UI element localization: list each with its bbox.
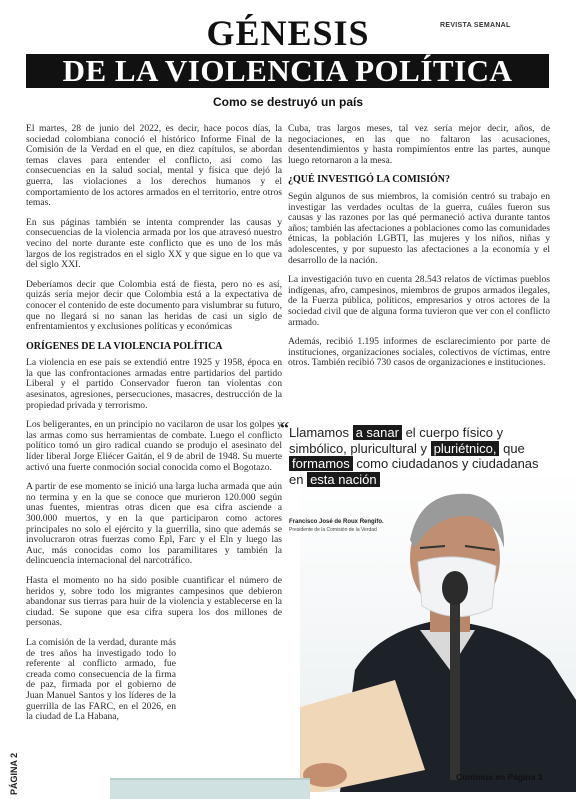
section-heading: ORÍGENES DE LA VIOLENCIA POLÍTICA (26, 340, 223, 352)
paragraph: Deberíamos decir que Colombia está de fiesta, pero no es así, quizás sería mejor decir que Colombia está a la expectativa de conocer el contenido de este documento para vislumbrar su futuro, que no llegará si no sanan las heridas de casi un siglo de enfrentamientos y exclusiones políticas y económicas (26, 278, 282, 333)
paragraph: Cuba, tras largos meses, tal vez sería mejor decir, años, de negociaciones, en las que no faltaron las acusaciones, desentendimientos y hasta rompimientos entre las partes, aunque luego retornaron a la mesa. (288, 123, 550, 166)
page-number: PÁGINA 2 (9, 752, 19, 795)
quote-text: que (499, 440, 525, 456)
paragraph: La investigación tuvo en cuenta 28.543 relatos de víctimas pueblos indígenas, afro, campesinos, miembros de grupos armados ilegales, de la Fuerza pública, políticos, empresarios y otros actores de la sociedad civil que de alguna forma tuvieron que ver con el conflicto armado. (288, 274, 550, 328)
paragraph: Además, recibió 1.195 informes de esclarecimiento por parte de instituciones, organizaciones sociales, colectivos de víctimas, entre otros. También recibió 730 casos de organizaciones e instituciones. (288, 336, 550, 369)
quote-author-role: Presidente de la Comisión de la Verdad (289, 527, 377, 533)
podium-counter (110, 778, 310, 799)
quote-highlight: formamos (289, 456, 353, 471)
left-column (26, 124, 282, 732)
paragraph: La comisión de la verdad, durante más de tres años ha investigado todo lo referente al conflicto armado, fue creada como consecuencia de la firma de paz, firmada por el gobierno de Juan Manuel Santos y los líderes de la guerrilla de las FARC, en el 2026, en la ciudad de La Habana, (26, 636, 176, 723)
quote-text: Llamamos (289, 425, 353, 440)
quote-highlight: esta nación (307, 472, 380, 487)
quote-highlight: pluriétnico, (431, 441, 500, 456)
paragraph: Hasta el momento no ha sido posible cuantificar el número de heridos y, sobre todo los migrantes campesinos que debieron abandonar sus tierras para huir de la violencia y establecerse en la ciudad. Se supone que esa cifra supera los dos millones de personas. (26, 574, 282, 629)
pull-quote (289, 425, 555, 487)
section-heading: ¿QUÉ INVESTIGÓ LA COMISIÓN? (288, 174, 450, 186)
magazine-label: REVISTA SEMANAL (440, 22, 511, 29)
headline-line-2: DE LA VIOLENCIA POLÍTICA (62, 53, 513, 88)
paragraph: El martes, 28 de junio del 2022, es decir, hace pocos días, la sociedad colombiana conoció el histórico Informe Final de la Comisión de la Verdad en el que, en diez capítulos, se abordan temas claves para entender el conflicto, así como las consecuencias en la salud social, mental y física que dejó la guerra, las violaciones a los derechos humanos y el comportamiento de los actores armados en el territorio, entre otros temas. (26, 123, 282, 209)
right-column (288, 124, 550, 378)
quote-text: el cuerpo físico y simbólico, pluricultural y (289, 425, 504, 456)
paragraph: A partir de ese momento se inició una larga lucha armada que aún no termina y en la que se conoce que murieron 120.000 según unas fuentes, mientras otras dicen que esa cifra asciende a 300.000 muertos, y en la que participaron como actores principales no solo el ejército y la guerrilla, sino que además se involucraron otras fuerzas como Epl, Farc y el Eln y luego las Auc, más conocidas como los paramilitares y también la delincuencia internacional del narcotráfico. (26, 481, 282, 567)
quote-mark: “ (280, 418, 289, 438)
paragraph: Los beligerantes, en un principio no vacilaron de usar los golpes y las armas como sus herramientas de combate. Luego el conflicto político tomó un giro radical cuando se produjo el asesinato del líder liberal Jorge Eliécer Gaitán, el 9 de abril de 1948. Su muerte activó una fuerte conmoción social conocida como el Bogotazo. (26, 419, 282, 473)
continue-label: Continúa en Página 3 (456, 772, 543, 782)
paragraph: En sus páginas también se intenta comprender las causas y consecuencias de la violencia armada por los que atravesó nuestro vecino del norte durante este conflicto que es uno de los más largos de los registrados en el siglo XX y que sigue en lo que va del siglo XXI. (26, 216, 282, 271)
quote-text: como ciudadanos y ciudadanas en (289, 456, 539, 487)
subtitle: Como se destruyó un país (212, 95, 364, 109)
paragraph: La violencia en ese país se extendió entre 1925 y 1958, época en la que las confrontaciones armadas entre partidarios del partido Liberal y el partido Conservador fueron tan violentas con asesinatos, agresiones, persecuciones, masacres, destrucción de la propiedad privada y terrorismo. (26, 357, 282, 411)
headline-line-1: GÉNESIS (206, 13, 370, 53)
quote-author: Francisco José de Roux Rengifo. (289, 519, 384, 525)
paragraph: Según algunos de sus miembros, la comisión centró su trabajo en investigar las verdades ocultas de la guerra, cuáles fueron sus causas y las razones por las qué permaneció activa durante tantos años; también las afectaciones a poblaciones como las comunidades étnicas, la población LGBTI, las mujeres y los niños, niñas y adolescentes, y por supuesto las afectaciones a la economía y el desarrollo de la nación. (288, 190, 550, 266)
quote-highlight: a sanar (353, 425, 402, 440)
